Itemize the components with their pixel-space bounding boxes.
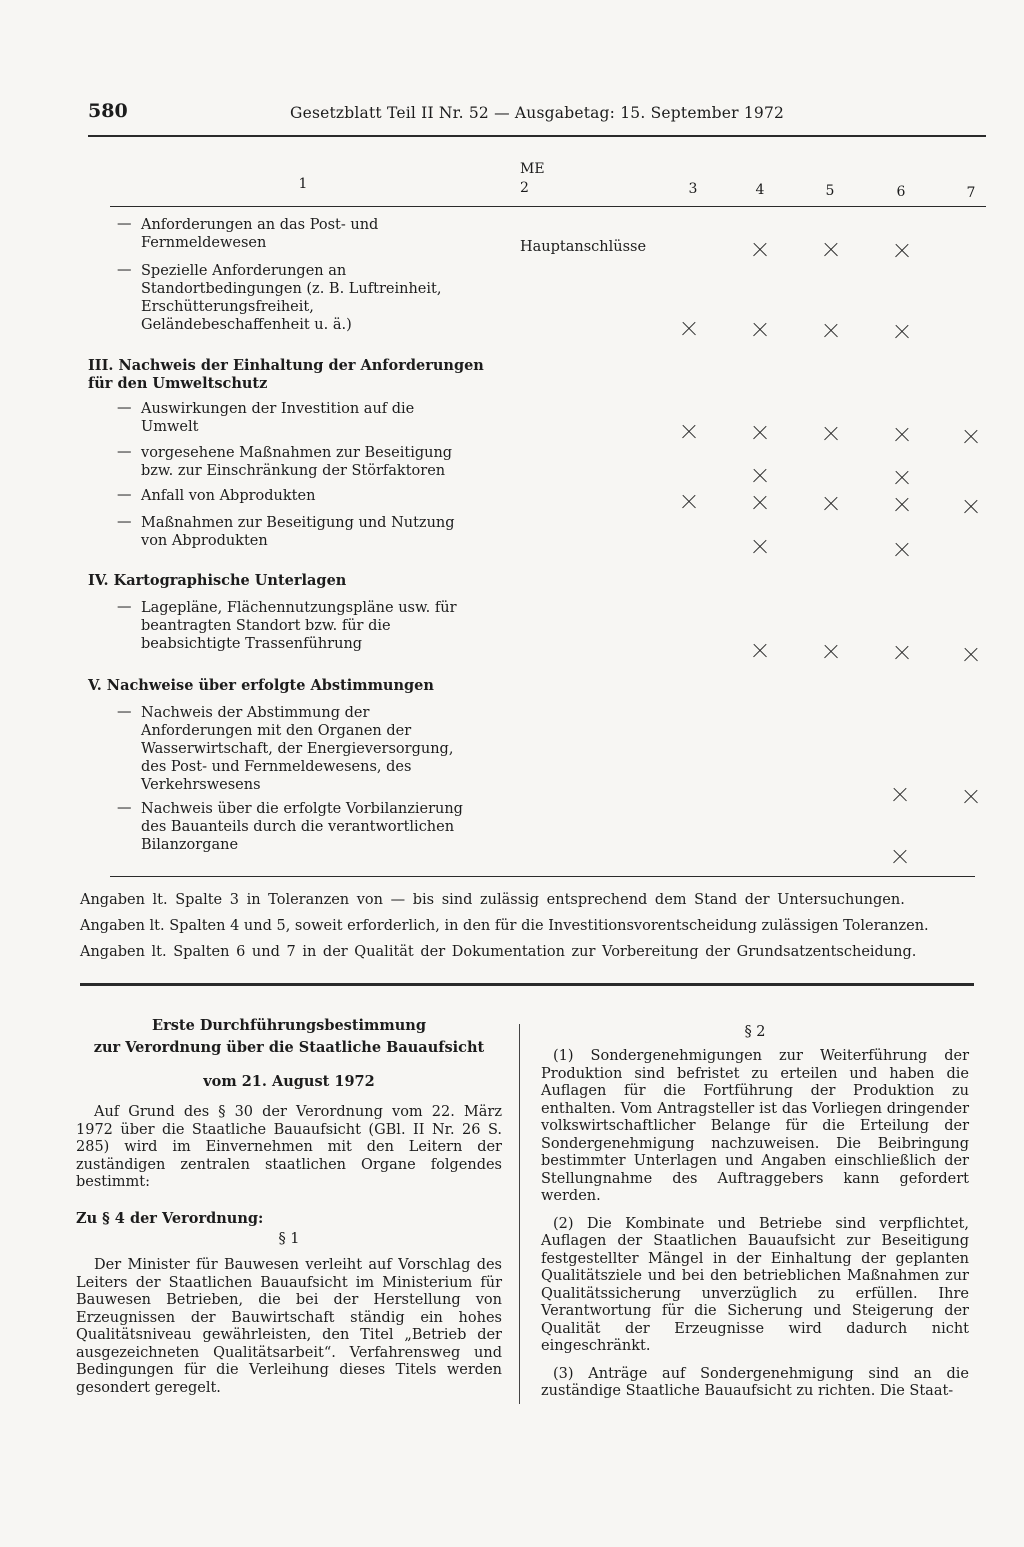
cross-mark bbox=[895, 325, 909, 339]
row-auswirkungen: Auswirkungen der Investition auf die Umwelt bbox=[141, 401, 415, 435]
cross-mark bbox=[753, 644, 767, 658]
cross-mark bbox=[753, 323, 767, 337]
paragraph-2-3: (3) Anträge auf Sondergenehmigung sind an die zuständige Staatliche Bauaufsicht zu richten. Die Staat- bbox=[541, 1365, 969, 1399]
cross-mark bbox=[895, 646, 909, 660]
cross-mark bbox=[895, 428, 909, 442]
cross-mark bbox=[753, 426, 767, 440]
cross-mark bbox=[895, 244, 909, 258]
row-dash: — bbox=[117, 262, 132, 278]
paragraph-1-sign: § 1 bbox=[278, 1231, 300, 1247]
section-iii-text: III. Nachweis der Einhaltung der Anforderungen für den Umweltschutz bbox=[88, 357, 484, 392]
decree-date: vom 21. August 1972 bbox=[203, 1073, 375, 1090]
row-vorbilanzierung: Nachweis über die erfolgte Vorbilanzierung des Bauanteils durch die verantwortlichen Bilanzorgane bbox=[141, 801, 463, 853]
column-divider bbox=[519, 1024, 520, 1404]
row-massnahmen: vorgesehene Maßnahmen zur Beseitigung bzw. zur Einschränkung der Störfaktoren bbox=[141, 445, 453, 479]
cross-mark bbox=[824, 497, 838, 511]
cross-mark bbox=[753, 496, 767, 510]
col-heading-3: 3 bbox=[688, 181, 698, 197]
cross-mark bbox=[964, 500, 978, 514]
cross-mark bbox=[964, 790, 978, 804]
cross-mark bbox=[824, 324, 838, 338]
cross-mark bbox=[824, 427, 838, 441]
cross-mark bbox=[895, 471, 909, 485]
cross-mark bbox=[893, 850, 907, 864]
row-dash: — bbox=[117, 400, 132, 416]
col-heading-1: 1 bbox=[298, 176, 308, 192]
cross-mark bbox=[893, 788, 907, 802]
decree-title-line2: zur Verordnung über die Staatliche Bauaufsicht bbox=[93, 1039, 485, 1056]
page-number: 580 bbox=[88, 100, 128, 122]
row-lageplaene: Lagepläne, Flächennutzungspläne usw. für beantragten Standort bzw. für die beabsichtigte Trassenführung bbox=[141, 600, 457, 652]
cross-mark bbox=[895, 543, 909, 557]
decree-preamble: Auf Grund des § 30 der Verordnung vom 22. März 1972 über die Staatliche Bauaufsicht (GBl. II Nr. 26 S. 285) wird im Einvernehmen mit den Leitern der zuständigen zentralen staatlichen Organe folgendes bestimmt: bbox=[76, 1104, 502, 1190]
paragraph-2-2: (2) Die Kombinate und Betriebe sind verpflichtet, Auflagen der Staatlichen Bauaufsicht zur Beseitigung festgestellter Mängel in der Einhaltung der geplanten Qualitätsziele und bei den betrieblichen Maßnahmen zur Qualitätssicherung unverzüglich zu erfüllen. Ihre Verantwortung für die Sicherung und Steigerung der Qualität der Erzeugnisse wird dadurch nicht eingeschränkt. bbox=[541, 1215, 969, 1354]
col-heading-5: 5 bbox=[825, 183, 835, 199]
decree-right-column bbox=[541, 1024, 969, 1401]
col-heading-7: 7 bbox=[966, 185, 976, 201]
row-nutzung: Maßnahmen zur Beseitigung und Nutzung von Abprodukten bbox=[141, 515, 455, 549]
section-v-text: V. Nachweise über erfolgte Abstimmungen bbox=[88, 677, 434, 694]
row-dash: — bbox=[117, 487, 132, 503]
cross-mark bbox=[753, 243, 767, 257]
col-heading-4: 4 bbox=[755, 182, 765, 198]
cross-mark bbox=[964, 648, 978, 662]
section-iii-heading bbox=[88, 357, 488, 393]
cross-mark bbox=[824, 243, 838, 257]
row-dash: — bbox=[117, 216, 132, 232]
header-rule bbox=[88, 135, 986, 137]
decree-title-line1: Erste Durchführungsbestimmung bbox=[152, 1017, 426, 1034]
note-spalte-3: Angaben lt. Spalte 3 in Toleranzen von — bis sind zulässig entsprechend dem Stand der Untersuchungen. bbox=[80, 892, 905, 908]
paragraph-2-sign: § 2 bbox=[744, 1024, 766, 1040]
row-dash: — bbox=[117, 599, 132, 615]
cross-mark bbox=[895, 498, 909, 512]
cross-mark bbox=[682, 425, 696, 439]
page-header-title: Gesetzblatt Teil II Nr. 52 — Ausgabetag: 15. September 1972 bbox=[290, 104, 785, 122]
col-heading-2 bbox=[520, 160, 545, 198]
row-standort: Spezielle Anforderungen an Standortbedingungen (z. B. Luftreinheit, Erschütterungsfreiheit, Geländebeschaffenheit u. ä.) bbox=[141, 263, 442, 333]
cross-mark bbox=[682, 322, 696, 336]
section-iv-text: IV. Kartographische Unterlagen bbox=[88, 572, 347, 589]
row-anfall: Anfall von Abprodukten bbox=[141, 488, 316, 504]
cross-mark bbox=[753, 540, 767, 554]
row-post-unit: Hauptanschlüsse bbox=[520, 239, 647, 255]
row-dash: — bbox=[117, 444, 132, 460]
col-heading-6: 6 bbox=[896, 184, 906, 200]
cross-mark bbox=[753, 469, 767, 483]
paragraph-2-1: (1) Sondergenehmigungen zur Weiterführung der Produktion sind befristet zu erteilen und haben die Auflagen für die Fortführung der Produktion zu enthalten. Vom Antragsteller ist das Vorliegen dringender volkswirtschaftlicher Belange für die Erteilung der Sondergenehmigung nachzuweisen. Die Beibringung bestimmter Unterlagen und Angaben einschließlich der Stellungnahme des Auftraggebers kann gefordert werden. bbox=[541, 1048, 969, 1204]
table-bottom-rule bbox=[110, 876, 975, 877]
note-spalten-6-7: Angaben lt. Spalten 6 und 7 in der Qualität der Dokumentation zur Vorbereitung der Grundsatzentscheidung. bbox=[80, 944, 917, 960]
me-label: ME bbox=[520, 161, 545, 177]
decree-subhead: Zu § 4 der Verordnung: bbox=[76, 1209, 264, 1227]
row-dash: — bbox=[117, 514, 132, 530]
row-abstimmung: Nachweis der Abstimmung der Anforderungen mit den Organen der Wasserwirtschaft, der Energieversorgung, des Post- und Fernmeldewesens, des Verkehrswesens bbox=[141, 705, 454, 793]
paragraph-1-text: Der Minister für Bauwesen verleiht auf Vorschlag des Leiters der Staatlichen Bauaufsicht im Ministerium für Bauwesen Betrieben, die bei der Herstellung von Erzeugnissen der Bauwirtschaft ständig ein hohes Qualitätsniveau gewährleisten, den Titel „Betrieb der ausgezeichneten Qualitätsarbeit“. Verfahrensweg und Bedingungen für die Verleihung dieses Titels werden gesondert geregelt. bbox=[76, 1257, 502, 1396]
row-post: Anforderungen an das Post- und Fernmeldewesen bbox=[141, 217, 379, 251]
col-heading-2-num: 2 bbox=[520, 180, 529, 196]
decree-left-column bbox=[76, 1016, 502, 1397]
section-iv-heading bbox=[88, 572, 488, 590]
section-v-heading bbox=[88, 677, 488, 695]
table-head-rule bbox=[110, 206, 986, 207]
section-separator bbox=[80, 983, 974, 986]
row-dash: — bbox=[117, 800, 132, 816]
cross-mark bbox=[682, 495, 696, 509]
cross-mark bbox=[824, 645, 838, 659]
note-spalten-4-5: Angaben lt. Spalten 4 und 5, soweit erforderlich, in den für die Investitionsvorentscheidung zulässigen Toleranzen. bbox=[80, 918, 929, 934]
cross-mark bbox=[964, 430, 978, 444]
row-dash: — bbox=[117, 704, 132, 720]
